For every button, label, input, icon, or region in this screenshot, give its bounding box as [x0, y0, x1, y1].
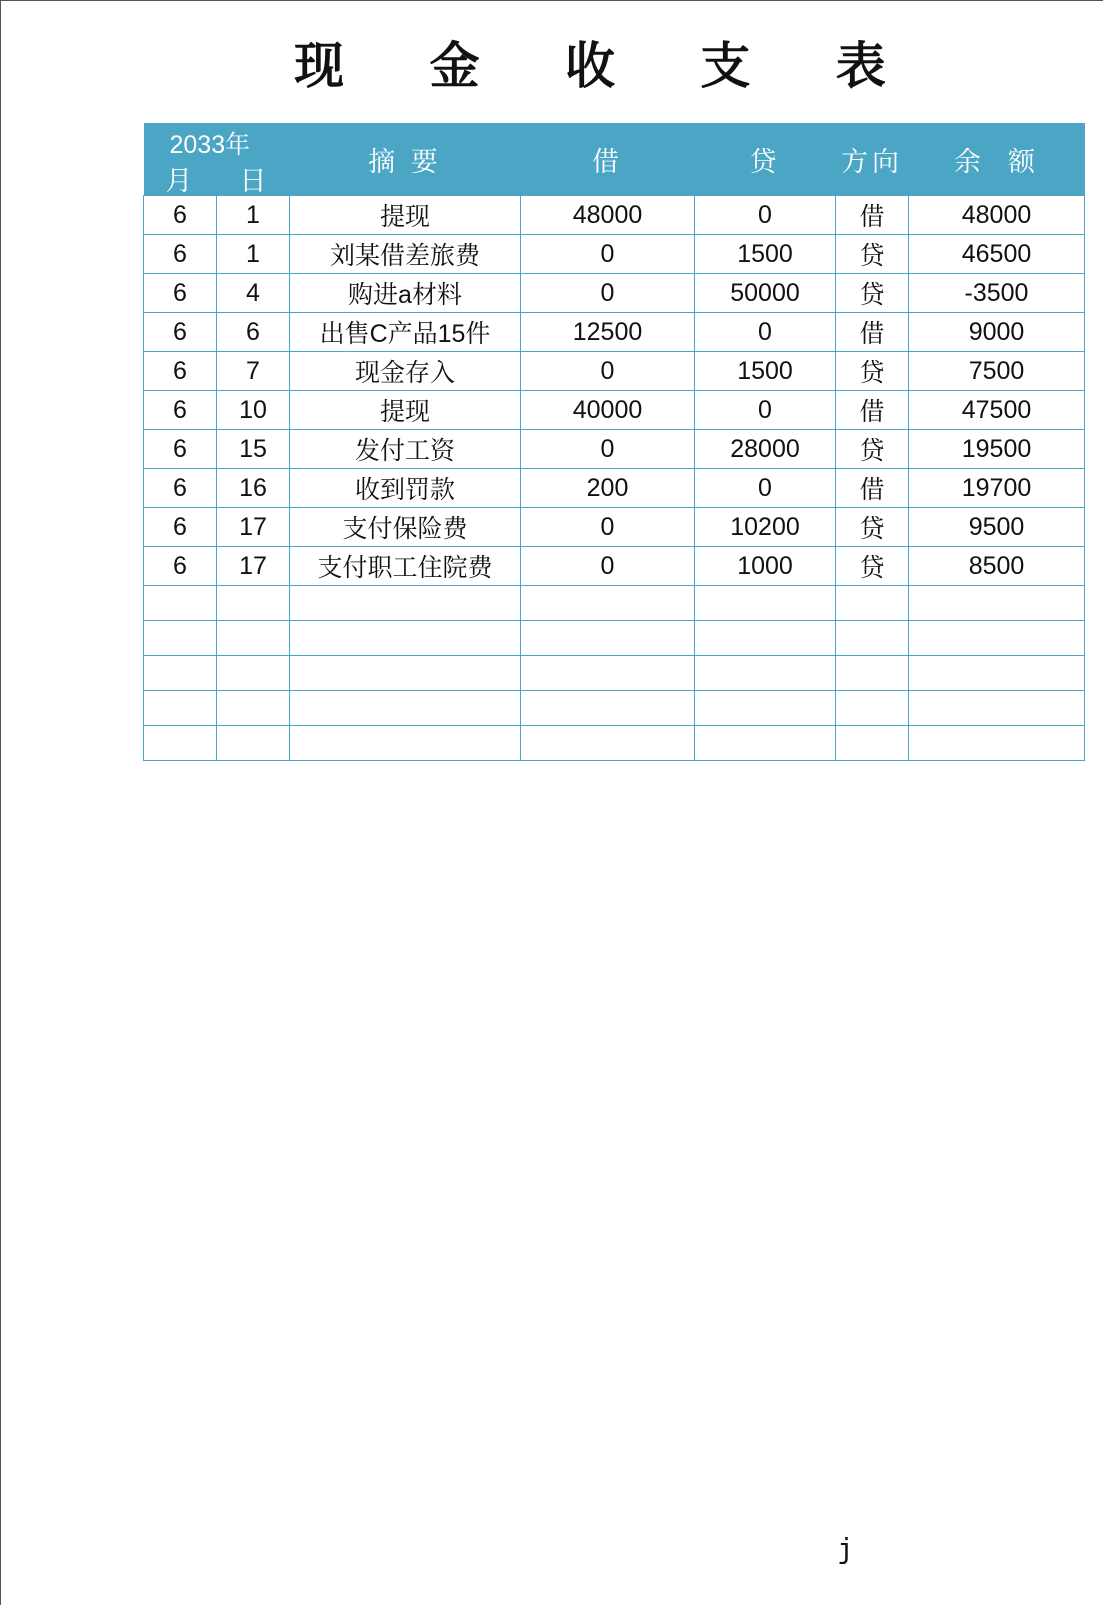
cell-month: 6	[144, 547, 217, 586]
cell-balance: 8500	[909, 547, 1085, 586]
cell-summary: 刘某借差旅费	[290, 235, 521, 274]
table-row	[144, 469, 1085, 508]
cell-debit: 12500	[521, 313, 695, 352]
empty-cell	[695, 586, 836, 621]
table-row	[144, 508, 1085, 547]
header-credit: 贷	[695, 123, 836, 196]
empty-cell	[144, 691, 217, 726]
cell-debit: 0	[521, 508, 695, 547]
empty-cell	[695, 656, 836, 691]
cell-credit: 0	[695, 313, 836, 352]
cell-summary: 提现	[290, 391, 521, 430]
empty-cell	[290, 656, 521, 691]
table-body	[144, 196, 1085, 761]
document-title: 现 金 收 支 表	[294, 36, 920, 95]
cell-day: 15	[217, 430, 290, 469]
empty-cell	[290, 726, 521, 761]
cell-month: 6	[144, 235, 217, 274]
empty-cell	[144, 621, 217, 656]
empty-cell	[290, 621, 521, 656]
empty-cell	[521, 621, 695, 656]
cell-debit: 0	[521, 430, 695, 469]
cell-debit: 48000	[521, 196, 695, 235]
cell-balance: 9000	[909, 313, 1085, 352]
empty-cell	[144, 656, 217, 691]
header-debit: 借	[521, 123, 695, 196]
cell-month: 6	[144, 391, 217, 430]
cell-direction: 借	[836, 313, 909, 352]
empty-cell	[521, 586, 695, 621]
empty-cell	[217, 656, 290, 691]
cell-direction: 贷	[836, 508, 909, 547]
cell-balance: 47500	[909, 391, 1085, 430]
cell-month: 6	[144, 430, 217, 469]
cell-day: 7	[217, 352, 290, 391]
cell-debit: 200	[521, 469, 695, 508]
cell-direction: 贷	[836, 235, 909, 274]
cell-credit: 0	[695, 469, 836, 508]
table-header-row	[144, 123, 1085, 196]
empty-row	[144, 656, 1085, 691]
cell-day: 6	[217, 313, 290, 352]
cell-direction: 借	[836, 196, 909, 235]
empty-row	[144, 691, 1085, 726]
cell-credit: 0	[695, 391, 836, 430]
cell-month: 6	[144, 196, 217, 235]
cell-balance: 46500	[909, 235, 1085, 274]
cell-balance: 48000	[909, 196, 1085, 235]
empty-cell	[695, 621, 836, 656]
table-row	[144, 274, 1085, 313]
header-summary: 摘 要	[290, 123, 521, 196]
empty-cell	[217, 726, 290, 761]
table-row	[144, 313, 1085, 352]
cell-day: 1	[217, 235, 290, 274]
empty-cell	[217, 691, 290, 726]
cell-balance: -3500	[909, 274, 1085, 313]
cell-day: 16	[217, 469, 290, 508]
cell-direction: 贷	[836, 274, 909, 313]
empty-cell	[290, 586, 521, 621]
cell-credit: 1500	[695, 235, 836, 274]
table-row	[144, 352, 1085, 391]
empty-cell	[144, 586, 217, 621]
cell-day: 4	[217, 274, 290, 313]
cell-month: 6	[144, 274, 217, 313]
cell-day: 1	[217, 196, 290, 235]
table-row	[144, 391, 1085, 430]
cell-day: 10	[217, 391, 290, 430]
empty-cell	[836, 586, 909, 621]
header-date	[144, 123, 290, 196]
cell-direction: 贷	[836, 430, 909, 469]
cell-day: 17	[217, 508, 290, 547]
header-balance: 余 额	[909, 123, 1085, 196]
header-direction: 方向	[836, 123, 909, 196]
empty-cell	[695, 691, 836, 726]
empty-cell	[909, 691, 1085, 726]
cell-summary: 购进a材料	[290, 274, 521, 313]
cell-credit: 0	[695, 196, 836, 235]
cash-ledger-table	[143, 123, 1085, 761]
cell-direction: 贷	[836, 352, 909, 391]
cell-summary: 出售C产品15件	[290, 313, 521, 352]
table-row	[144, 196, 1085, 235]
cell-debit: 40000	[521, 391, 695, 430]
empty-row	[144, 726, 1085, 761]
cell-balance: 9500	[909, 508, 1085, 547]
page-mark: j	[837, 1532, 854, 1565]
cell-summary: 发付工资	[290, 430, 521, 469]
empty-cell	[521, 726, 695, 761]
header-month: 月	[165, 166, 197, 196]
table-row	[144, 235, 1085, 274]
cell-summary: 支付职工住院费	[290, 547, 521, 586]
empty-cell	[695, 726, 836, 761]
cell-debit: 0	[521, 352, 695, 391]
cell-day: 17	[217, 547, 290, 586]
cell-debit: 0	[521, 274, 695, 313]
empty-cell	[909, 726, 1085, 761]
cell-balance: 7500	[909, 352, 1085, 391]
cell-month: 6	[144, 508, 217, 547]
table-row	[144, 547, 1085, 586]
empty-row	[144, 586, 1085, 621]
cell-balance: 19700	[909, 469, 1085, 508]
cell-summary: 收到罚款	[290, 469, 521, 508]
cell-debit: 0	[521, 235, 695, 274]
cell-month: 6	[144, 352, 217, 391]
header-year: 2033年	[169, 131, 251, 159]
cell-summary: 支付保险费	[290, 508, 521, 547]
header-day: 日	[239, 166, 271, 196]
cell-credit: 1000	[695, 547, 836, 586]
cell-direction: 借	[836, 391, 909, 430]
cell-credit: 50000	[695, 274, 836, 313]
empty-cell	[217, 586, 290, 621]
empty-cell	[836, 621, 909, 656]
cell-credit: 1500	[695, 352, 836, 391]
empty-cell	[836, 726, 909, 761]
cell-summary: 提现	[290, 196, 521, 235]
empty-cell	[217, 621, 290, 656]
empty-row	[144, 621, 1085, 656]
cell-direction: 贷	[836, 547, 909, 586]
empty-cell	[290, 691, 521, 726]
cell-debit: 0	[521, 547, 695, 586]
empty-cell	[521, 691, 695, 726]
empty-cell	[909, 621, 1085, 656]
cell-credit: 28000	[695, 430, 836, 469]
empty-cell	[144, 726, 217, 761]
empty-cell	[836, 691, 909, 726]
cell-summary: 现金存入	[290, 352, 521, 391]
empty-cell	[521, 656, 695, 691]
cell-balance: 19500	[909, 430, 1085, 469]
cell-credit: 10200	[695, 508, 836, 547]
empty-cell	[909, 656, 1085, 691]
cell-month: 6	[144, 469, 217, 508]
cell-month: 6	[144, 313, 217, 352]
empty-cell	[836, 656, 909, 691]
empty-cell	[909, 586, 1085, 621]
cell-direction: 借	[836, 469, 909, 508]
table-row	[144, 430, 1085, 469]
